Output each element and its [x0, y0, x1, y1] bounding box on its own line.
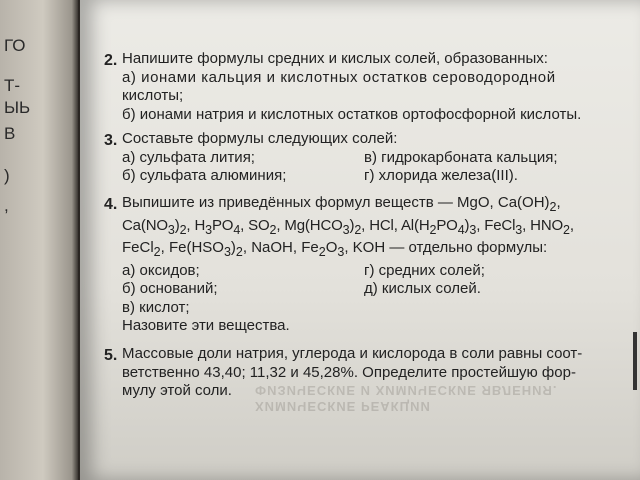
bleed-through-heading: ХИМИЧЕСКИЕ РЕАКЦИИ [255, 399, 431, 414]
task-number: 2. [104, 52, 118, 69]
task-text-line: мулу этой соли. [122, 382, 232, 399]
task-text-line: Напишите формулы средних и кислых солей, образованных: [122, 50, 548, 67]
margin-fragment: ) [4, 166, 10, 185]
task-text-line: б) ионами натрия и кислотных остатков ортофосфорной кислоты. [122, 105, 582, 123]
task-text-line: Массовые доли натрия, углерода и кислорода в соли равны соот- [122, 345, 583, 362]
task-number: 4. [104, 196, 118, 213]
task-2 [104, 50, 624, 124]
margin-fragment: ГО [4, 36, 26, 55]
options-left [122, 262, 364, 336]
margin-fragment: Т- [4, 76, 21, 95]
bleed-through-heading: ФИЗИЧЕСКИЕ И ХИМИЧЕСКИЕ ЯВЛЕНИЯ. [255, 383, 558, 398]
option-item: б) оснований; [122, 280, 218, 297]
margin-fragment: , [4, 196, 9, 215]
adjacent-page-strip [0, 0, 78, 480]
option-item: г) средних солей; [364, 261, 485, 279]
task-number: 5. [104, 347, 118, 364]
task-4 [104, 194, 624, 336]
option-item: в) гидрокарбоната кальция; [364, 148, 558, 166]
instruction-line: Назовите эти вещества. [122, 317, 290, 334]
option-item: в) кислот; [122, 298, 190, 316]
options-right [364, 262, 606, 336]
margin-fragment: В [4, 124, 16, 143]
formula-line: $Ca(NO_3)_2$, $H_3PO_4$, $SO_2$, $Mg(HCO_3)_2$, HCl, $Al(H_2PO_4)_3$, FeCl$_3$, $HNO_2$, [122, 216, 574, 237]
option-item: д) кислых солей. [364, 280, 481, 297]
formula-line: Выпишите из приведённых формул веществ — MgO, $Ca(OH)_2$, [122, 194, 561, 214]
margin-marker-bar [633, 332, 637, 390]
task-text-line: а) ионами кальция и кислотных остатков сероводородной [122, 68, 556, 86]
option-item: г) хлорида железа(III). [364, 167, 518, 184]
options-right [364, 149, 606, 186]
margin-fragment: ЫЬ [4, 98, 31, 117]
option-item: а) сульфата лития; [122, 148, 255, 166]
task-number: 3. [104, 132, 118, 149]
task-3 [104, 130, 624, 186]
task-text-line: Составьте формулы следующих солей: [122, 130, 398, 147]
textbook-page [80, 0, 640, 480]
task-text-line: кислоты; [122, 87, 184, 104]
formula-line: FeCl$_2$, $Fe(HSO_3)_2$, NaOH, $Fe_2O_3$, KOH — отдельно формулы: [122, 239, 548, 259]
option-item: б) сульфата алюминия; [122, 167, 287, 184]
task-text-line: ветственно 43,40; 11,32 и 45,28%. Определите простейшую фор- [122, 363, 576, 381]
option-item: а) оксидов; [122, 261, 200, 279]
task-5 [104, 345, 624, 401]
options-left [122, 149, 364, 186]
